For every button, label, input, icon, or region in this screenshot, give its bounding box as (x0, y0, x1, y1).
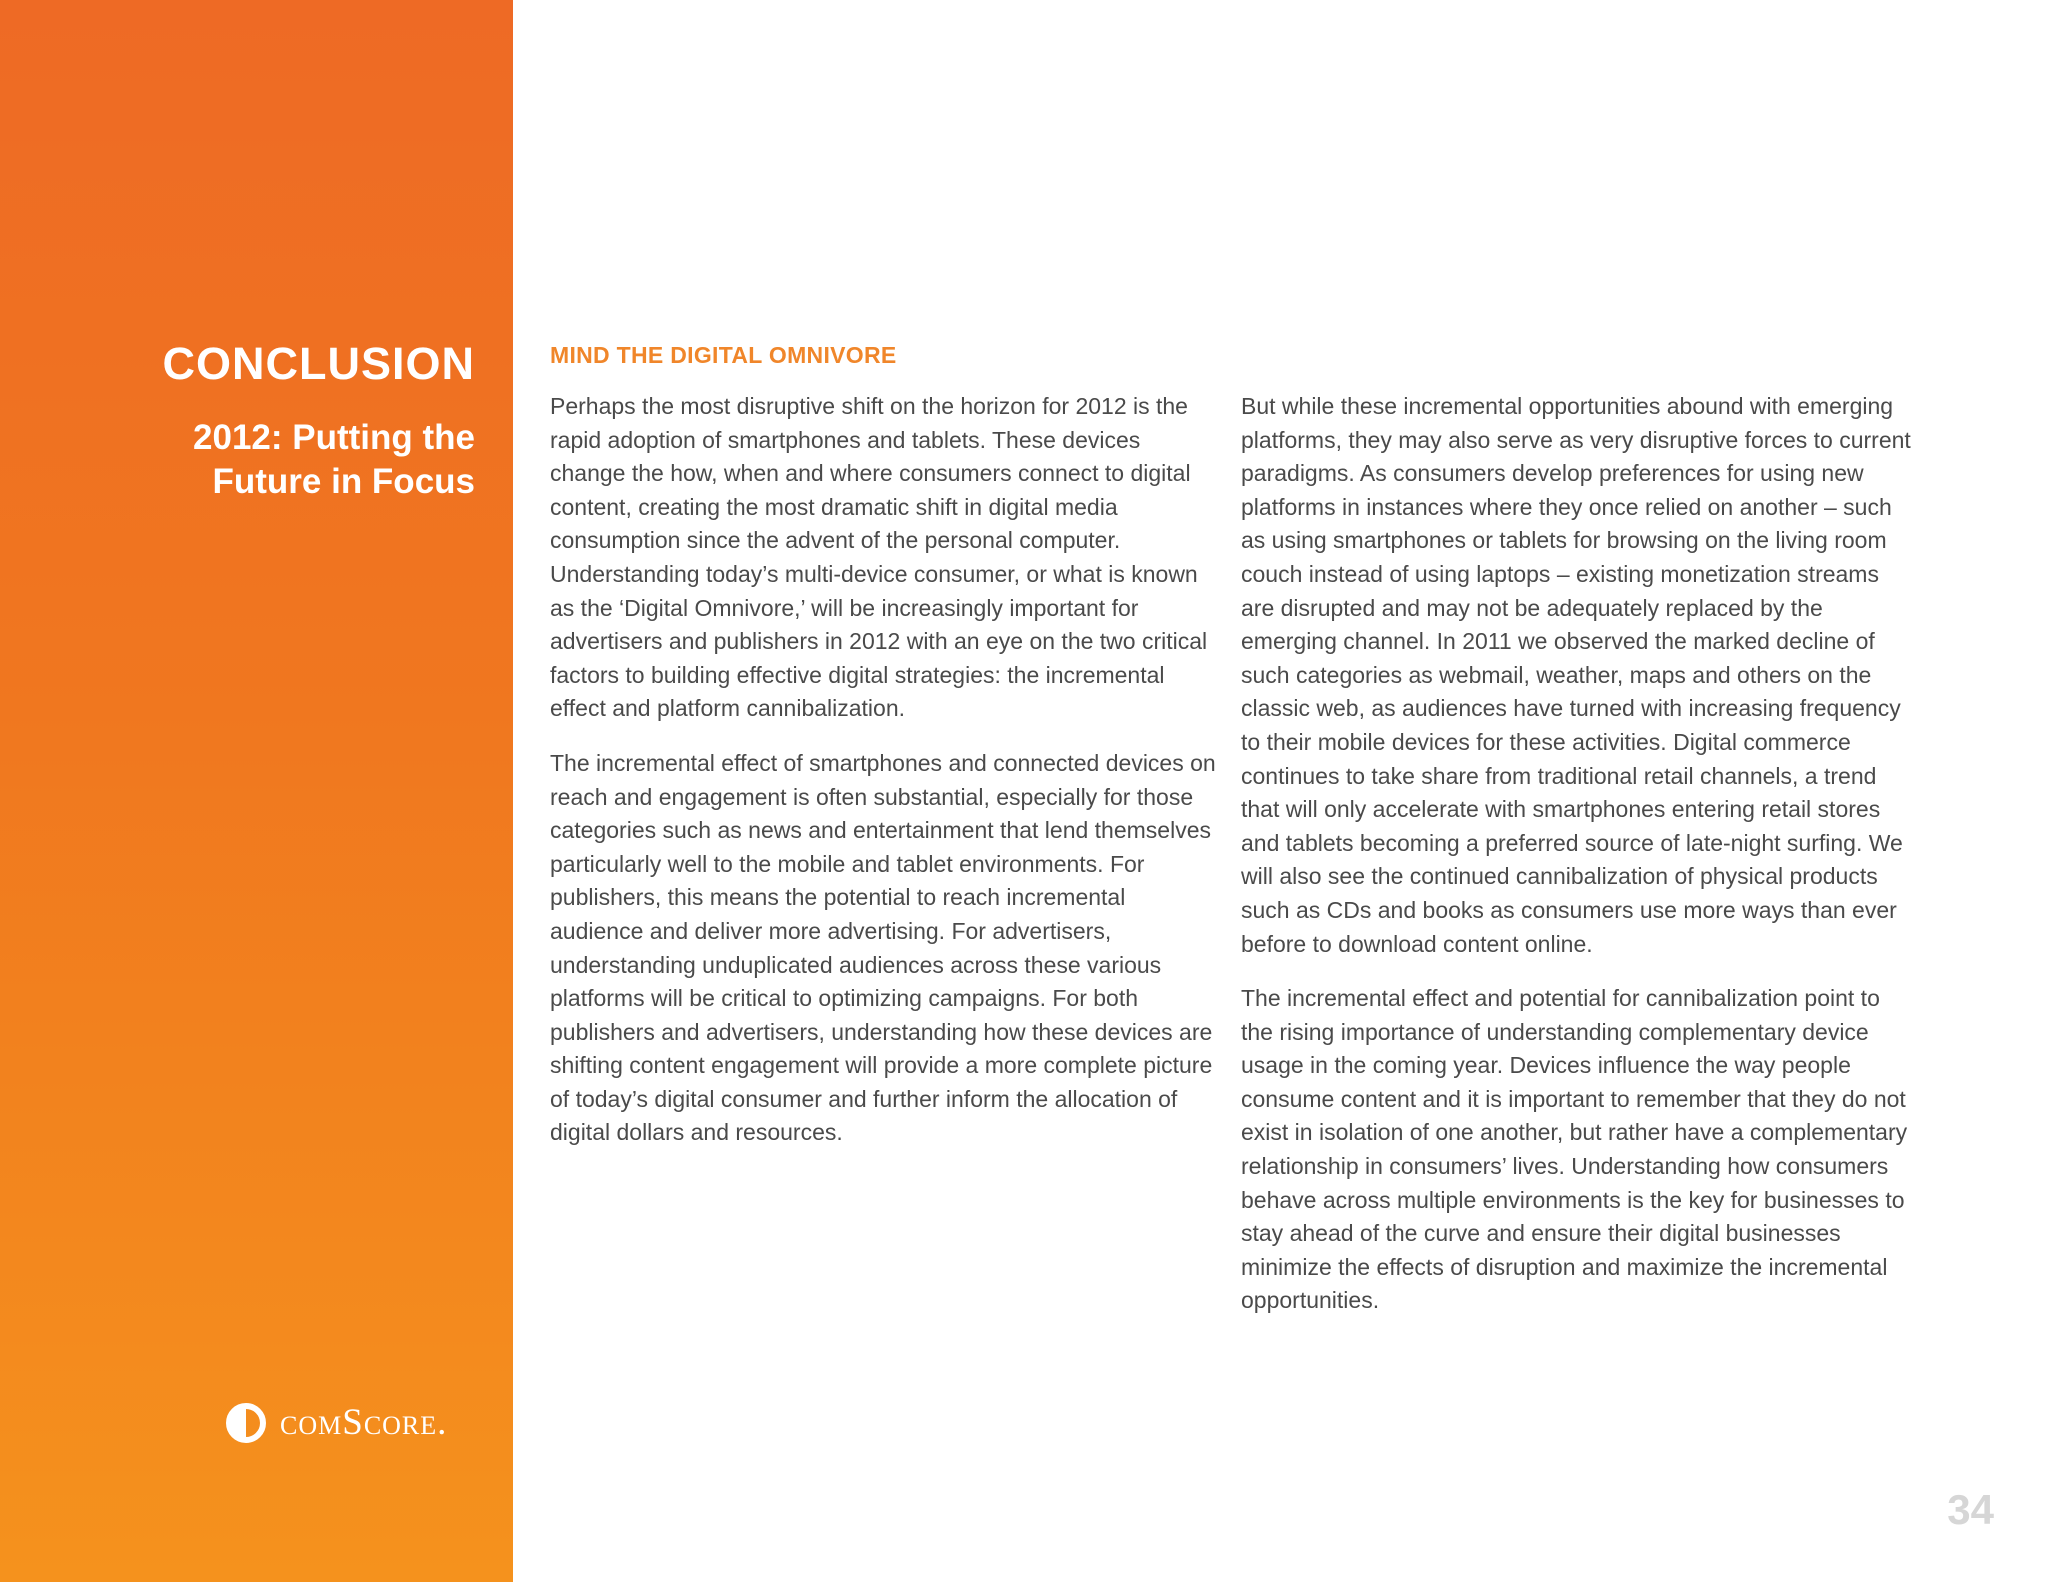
comscore-logo-text: comScore. (280, 1402, 448, 1443)
paragraph: The incremental effect of smartphones and connected devices on reach and engagement is often substantial, especially for those categories such as news and entertainment that lend themselves particularly well to the mobile and tablet environments. For publishers, this means the potential to reach incremental audience and deliver more advertising. For advertisers, understanding unduplicated audiences across these various platforms will be critical to optimizing campaigns. For both publishers and advertisers, understanding how these devices are shifting content engagement will provide a more complete picture of today’s digital consumer and further inform the allocation of digital dollars and resources. (550, 749, 1216, 1146)
paragraph: Perhaps the most disruptive shift on the horizon for 2012 is the rapid adoption of smartphones and tablets. These devices change the how, when and where consumers connect to digital content, creating the most dramatic shift in digital media consumption since the advent of the personal computer. Understanding today’s multi-device consumer, or what is known as the ‘Digital Omnivore,’ will be increasingly important for advertisers and publishers in 2012 with an eye on the two critical factors to building effective digital strategies: the incremental effect and platform cannibalization. (550, 393, 1208, 722)
right-text-column (1241, 390, 1913, 1339)
comscore-logo (226, 1398, 447, 1448)
paragraph: But while these incremental opportunities abound with emerging platforms, they may also serve as very disruptive forces to current paradigms. As consumers develop preferences for using new platforms in instances where they once relied on another – such as using smartphones or tablets for browsing on the living room couch instead of using laptops – existing monetization streams are disrupted and may not be adequately replaced by the emerging channel. In 2011 we observed the marked decline of such categories as webmail, weather, maps and others on the classic web, as audiences have turned with increasing frequency to their mobile devices for these activities. Digital commerce continues to take share from traditional retail channels, a trend that will only accelerate with smartphones entering retail stores and tablets becoming a preferred source of late-night surfing. We will also see the continued cannibalization of physical products such as CDs and books as consumers use more ways than ever before to download content online. (1241, 393, 1911, 957)
section-title: CONCLUSION (162, 338, 475, 389)
orange-sidebar (0, 0, 513, 1582)
left-text-column (550, 390, 1216, 1171)
article-heading: MIND THE DIGITAL OMNIVORE (550, 342, 897, 368)
section-subtitle: 2012: Putting the Future in Focus (193, 418, 475, 501)
page-number: 34 (1947, 1486, 1994, 1533)
comscore-logo-icon (226, 1403, 266, 1443)
paragraph: The incremental effect and potential for cannibalization point to the rising importance of understanding complementary device usage in the coming year. Devices influence the way people consume content and it is important to remember that they do not exist in isolation of one another, but rather have a complementary relationship in consumers’ lives. Understanding how consumers behave across multiple environments is the key for businesses to stay ahead of the curve and ensure their digital businesses minimize the effects of disruption and maximize the incremental opportunities. (1241, 985, 1908, 1314)
